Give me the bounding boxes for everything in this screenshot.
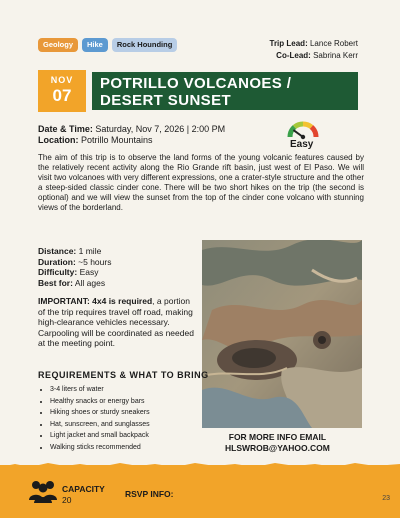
event-details xyxy=(38,124,225,146)
duration-line xyxy=(38,257,111,268)
trip-lead-name: Lance Robert xyxy=(309,39,358,48)
title-line-2: DESERT SUNSET xyxy=(100,92,232,109)
page-number: 23 xyxy=(382,495,390,502)
datetime-line xyxy=(38,124,225,135)
best-for-label: Best for: xyxy=(38,277,73,288)
location-label: Location: xyxy=(38,135,79,145)
datetime-value: Saturday, Nov 7, 2026 | 2:00 PM xyxy=(95,124,226,134)
title-line-1: POTRILLO VOLCANOES / xyxy=(100,75,292,92)
footer-band xyxy=(0,465,400,518)
co-lead-name: Sabrina Kerr xyxy=(313,51,358,60)
contact-email[interactable]: HLSWROB@YAHOO.COM xyxy=(225,442,330,453)
aerial-volcano-photo xyxy=(202,240,362,428)
activity-tags xyxy=(38,38,177,52)
distance-line xyxy=(38,246,111,257)
trip-lead-label: Trip Lead: xyxy=(269,39,308,48)
capacity-label: CAPACITY xyxy=(62,484,105,494)
capacity-value: 20 xyxy=(62,495,72,505)
people-icon xyxy=(28,478,58,504)
requirement-item: • Light jacket and small backpack xyxy=(50,430,150,442)
important-note xyxy=(38,296,198,349)
distance-value: 1 mile xyxy=(78,246,102,256)
tag-hike: Hike xyxy=(82,38,108,52)
tag-geology: Geology xyxy=(38,38,78,52)
important-label: IMPORTANT: xyxy=(38,296,90,306)
important-text: , a portion of the trip requires travel off road, making high-clearance vehicles necessary. Carpooling will be coordinated as needed at the meeting point. xyxy=(38,296,194,348)
difficulty-gauge-label: Easy xyxy=(290,139,314,150)
trip-leads xyxy=(270,38,359,62)
trip-description: The aim of this trip is to observe the land forms of the young volcanic features caused by the relatively recent activity along the Rio Grande rift basin, just west of El Paso. We will visit two volcanoes with very different expressions, one a crater-style structure and the other a steep-sided classic cinder cone. There will be two short hikes on the trip (the second is optional) and we will view the sunset from the top of the cinder cone volcano with stunning views of the borderland. xyxy=(38,153,364,212)
best-for-line xyxy=(38,278,111,289)
datetime-label: Date & Time: xyxy=(38,124,93,134)
requirement-item: • 3-4 liters of water xyxy=(50,384,150,396)
difficulty-label: Difficulty: xyxy=(38,267,78,277)
duration-label: Duration: xyxy=(38,256,76,267)
date-month: NOV xyxy=(50,75,74,85)
date-day: 07 xyxy=(52,86,72,105)
best-for-value: All ages xyxy=(74,277,106,288)
location-value: Potrillo Mountains xyxy=(81,135,153,145)
co-lead-label: Co-Lead: xyxy=(276,51,311,60)
more-info-line-1: FOR MORE INFO EMAIL xyxy=(228,432,327,442)
requirements-list xyxy=(38,384,150,453)
requirement-item: • Hiking shoes or sturdy sneakers xyxy=(50,407,150,419)
difficulty-value: Easy xyxy=(79,267,99,277)
co-lead-line xyxy=(270,50,359,62)
trip-lead-line xyxy=(270,38,359,50)
requirement-item: • Walking sticks recommended xyxy=(50,442,150,454)
trip-stats xyxy=(38,246,111,288)
distance-label: Distance: xyxy=(38,246,77,256)
requirements-heading: REQUIREMENTS & WHAT TO BRING xyxy=(38,370,209,380)
event-title xyxy=(90,70,360,112)
rsvp-label: RSVP INFO: xyxy=(125,489,174,499)
important-bold: 4x4 is required xyxy=(92,296,153,306)
requirement-item: • Healthy snacks or energy bars xyxy=(50,396,150,408)
requirement-item: • Hat, sunscreen, and sunglasses xyxy=(50,419,150,431)
tag-rock-hounding: Rock Hounding xyxy=(112,38,177,52)
more-info xyxy=(225,432,330,453)
location-line xyxy=(38,135,225,146)
duration-value: ~5 hours xyxy=(78,256,112,267)
date-badge xyxy=(38,70,86,112)
difficulty-line xyxy=(38,267,111,278)
